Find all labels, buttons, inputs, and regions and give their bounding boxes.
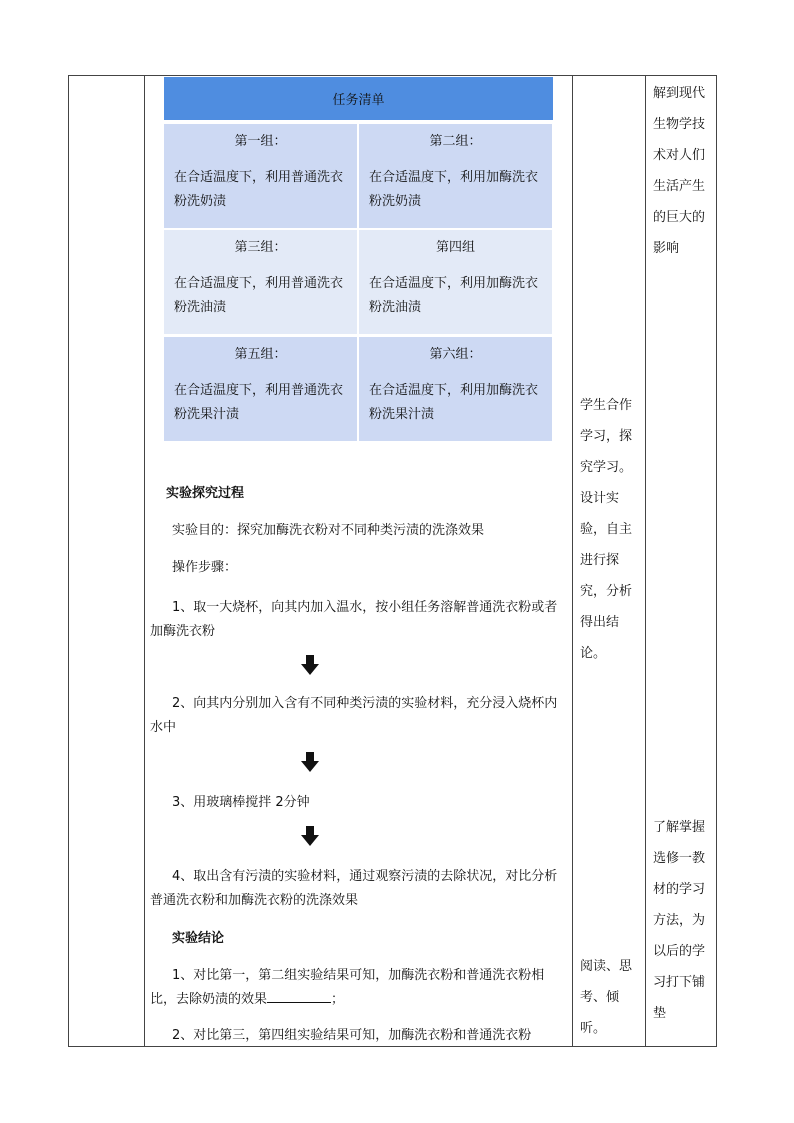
design-intent-line: 解到现代 [653,86,706,101]
task-group-title: 第二组： [429,134,482,149]
design-intent-lower [653,812,705,1029]
student-activity-line: 阅读、思 [580,959,633,974]
task-group-cell [359,230,552,334]
student-activity-line: 究，分析 [580,584,633,599]
student-activity-line: 学生合作 [580,398,633,413]
design-intent-line: 的巨大的 [653,210,706,225]
fill-in-blank [267,988,331,1003]
design-intent-line: 术对人们 [653,148,706,163]
down-arrow-icon [301,655,319,675]
task-group-desc: 在合适温度下，利用普通洗衣粉洗果汁渍 [174,383,344,422]
student-activity-line: 设计实 [580,491,620,506]
task-group-cell [164,124,357,228]
task-group-title: 第六组： [429,347,482,362]
task-group-cell [359,337,552,441]
conclusion-item [150,964,560,1012]
student-activity-upper [580,390,632,669]
experiment-step: 2、向其内分别加入含有不同种类污渍的实验材料，充分浸入烧杯内水中 [150,696,558,735]
task-group-cell [164,230,357,334]
student-activity-line: 听。 [580,1021,607,1036]
design-intent-line: 方法，为 [653,913,706,928]
table-column-divider [572,75,573,1047]
student-activity-line: 验，自主 [580,522,633,537]
student-activity-line: 得出结 [580,615,620,630]
table-right-border [716,75,717,1047]
task-group-desc: 在合适温度下，利用普通洗衣粉洗油渍 [174,276,344,315]
task-group-cell [164,337,357,441]
down-arrow-icon [301,752,319,772]
student-activity-line: 进行探 [580,553,620,568]
table-column-divider [144,75,145,1047]
task-list-header: 任务清单 [164,77,553,120]
task-group-title: 第三组： [234,240,287,255]
experiment-heading: 实验探究过程 [166,486,245,501]
student-activity-line: 究学习。 [580,460,633,475]
conclusion-item-end: ； [331,992,345,1007]
experiment-step: 1、取一大烧杯，向其内加入温水，按小组任务溶解普通洗衣粉或者加酶洗衣粉 [150,600,558,639]
design-intent-line: 影响 [653,241,680,256]
task-group-desc: 在合适温度下，利用加酶洗衣粉洗果汁渍 [369,383,539,422]
design-intent-line: 了解掌握 [653,820,706,835]
table-top-border [68,75,717,76]
experiment-steps-label: 操作步骤： [172,560,238,575]
conclusion-item: 2、对比第三，第四组实验结果可知，加酶洗衣粉和普通洗衣粉 [172,1028,532,1043]
down-arrow-icon [301,826,319,846]
experiment-purpose: 实验目的：探究加酶洗衣粉对不同种类污渍的洗涤效果 [172,523,485,538]
conclusion-heading: 实验结论 [172,931,225,946]
design-intent-line: 生物学技 [653,117,706,132]
design-intent-line: 材的学习 [653,882,706,897]
task-group-cell [359,124,552,228]
experiment-step: 3、用玻璃棒搅拌 2分钟 [172,795,310,810]
design-intent-line: 选修一教 [653,851,706,866]
table-left-border [68,75,69,1047]
design-intent-line: 垫 [653,1006,667,1021]
table-column-divider [645,75,646,1047]
design-intent-line: 生活产生 [653,179,706,194]
task-group-title: 第五组： [234,347,287,362]
experiment-step: 4、取出含有污渍的实验材料，通过观察污渍的去除状况，对比分析普通洗衣粉和加酶洗衣粉的洗涤效果 [150,869,558,908]
task-group-desc: 在合适温度下，利用加酶洗衣粉洗油渍 [369,276,539,315]
design-intent-line: 习打下铺 [653,975,706,990]
task-group-title: 第四组 [435,240,475,255]
student-activity-line: 考、倾 [580,990,620,1005]
student-activity-line: 学习，探 [580,429,633,444]
student-activity-line: 论。 [580,646,607,661]
task-group-desc: 在合适温度下，利用加酶洗衣粉洗奶渍 [369,170,539,209]
design-intent-line: 以后的学 [653,944,706,959]
task-group-title: 第一组： [234,134,287,149]
conclusion-item-text: 1、对比第一，第二组实验结果可知，加酶洗衣粉和普通洗衣粉相比，去除奶渍的效果 [150,968,545,1007]
student-activity-lower [580,951,632,1044]
design-intent-upper [653,78,705,264]
task-group-desc: 在合适温度下，利用普通洗衣粉洗奶渍 [174,170,344,209]
